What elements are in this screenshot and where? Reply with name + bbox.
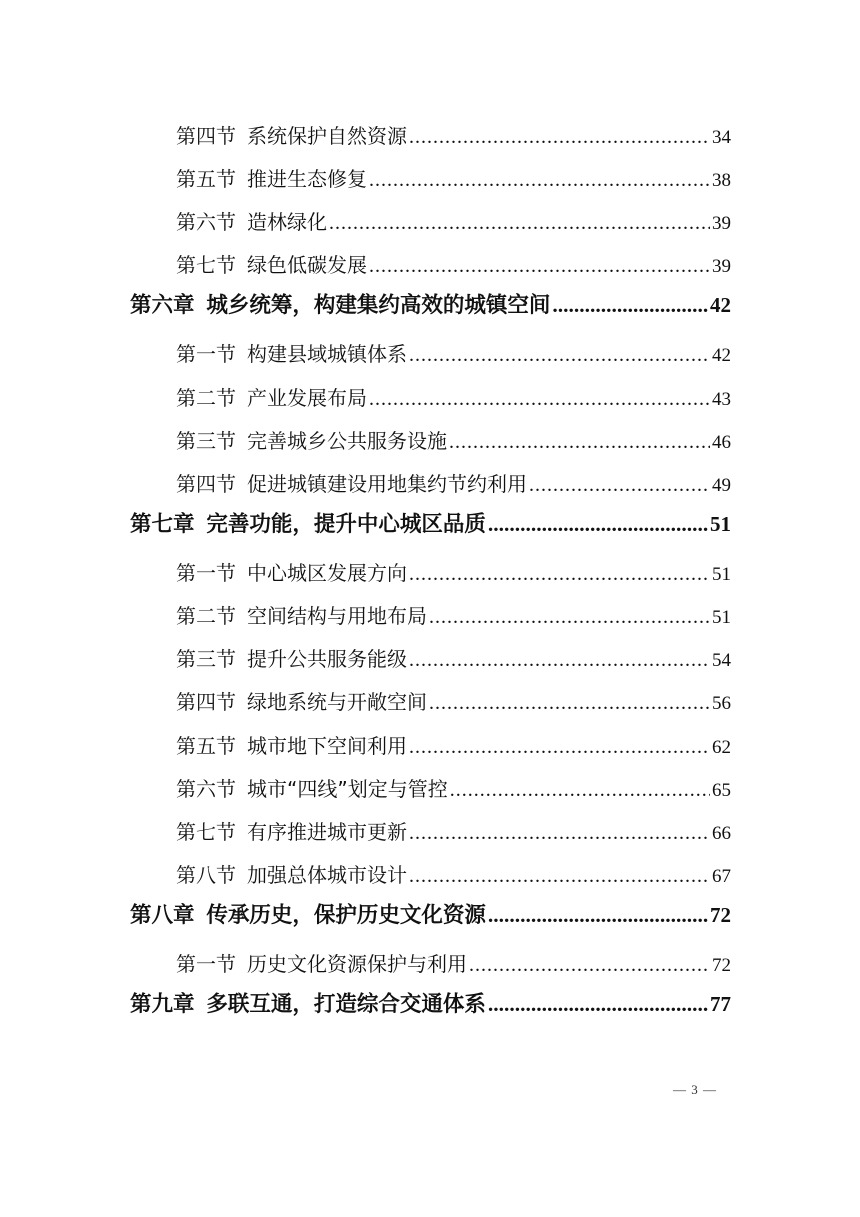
dot-leader (409, 822, 710, 845)
toc-entry-page: 72 (712, 955, 731, 976)
toc-entry-number: 第五节 (176, 167, 236, 191)
toc-entry-title: 完善城乡公共服务设施 (247, 429, 447, 453)
toc-entry-title: 城市地下空间利用 (247, 734, 407, 758)
toc-chapter[interactable] (130, 288, 731, 319)
toc-entry-title: 绿地系统与开敞空间 (247, 690, 427, 714)
dot-leader (429, 692, 710, 715)
toc-entry[interactable] (176, 120, 731, 149)
toc-chapter[interactable] (130, 987, 731, 1018)
toc-entry[interactable] (176, 686, 731, 715)
toc-entry[interactable] (176, 206, 731, 235)
toc-entry[interactable] (176, 859, 731, 888)
toc-chapter-page: 77 (710, 992, 731, 1016)
dot-leader (449, 431, 710, 454)
toc-entry[interactable] (176, 600, 731, 629)
toc-entry-page: 49 (712, 475, 731, 496)
toc-chapter-title: 完善功能，提升中心城区品质 (206, 512, 486, 537)
dot-leader (369, 388, 710, 411)
dot-leader (409, 865, 710, 888)
toc-entry-title: 历史文化资源保护与利用 (247, 952, 467, 976)
toc-entry-number: 第二节 (176, 604, 236, 628)
toc-entry-page: 42 (712, 345, 731, 366)
dot-leader (329, 212, 710, 235)
toc-entry-number: 第四节 (176, 690, 236, 714)
toc-entry[interactable] (176, 425, 731, 454)
dot-leader (369, 255, 710, 278)
toc-chapter-page: 51 (710, 512, 731, 536)
toc-entry-number: 第四节 (176, 124, 236, 148)
toc-entry-page: 54 (712, 650, 731, 671)
toc-entry[interactable] (176, 557, 731, 586)
toc-entry-title: 产业发展布局 (247, 386, 367, 410)
toc-entry[interactable] (176, 643, 731, 672)
dot-leader (469, 954, 710, 977)
toc-chapter-number: 第八章 (130, 903, 195, 928)
dot-leader (409, 649, 710, 672)
toc-entry-title: 促进城镇建设用地集约节约利用 (247, 472, 527, 496)
toc-entry-page: 62 (712, 737, 731, 758)
toc-entry-number: 第五节 (176, 734, 236, 758)
toc-entry-number: 第七节 (176, 820, 236, 844)
toc-entry-page: 39 (712, 256, 731, 277)
toc-chapter-title: 多联互通，打造综合交通体系 (206, 992, 486, 1017)
toc-entry-page: 34 (712, 127, 731, 148)
toc-entry-number: 第三节 (176, 429, 236, 453)
toc-entry-title: 中心城区发展方向 (247, 561, 407, 585)
toc-entry-title: 推进生态修复 (247, 167, 367, 191)
toc-entry-number: 第一节 (176, 342, 236, 366)
dot-leader (409, 563, 710, 586)
toc-entry-title: 城市“四线”划定与管控 (247, 777, 448, 801)
toc-entry-number: 第八节 (176, 863, 236, 887)
toc-entry-title: 系统保护自然资源 (247, 124, 407, 148)
toc-entry-page: 46 (712, 432, 731, 453)
toc-entry-title: 加强总体城市设计 (247, 863, 407, 887)
toc-entry-title: 绿色低碳发展 (247, 253, 367, 277)
toc-entry-title: 空间结构与用地布局 (247, 604, 427, 628)
toc-entry-number: 第七节 (176, 253, 236, 277)
toc-entry-page: 51 (712, 607, 731, 628)
toc-entry-page: 66 (712, 823, 731, 844)
toc-entry-title: 构建县域城镇体系 (247, 342, 407, 366)
toc-entry-page: 67 (712, 866, 731, 887)
dot-leader (409, 126, 710, 149)
toc-entry[interactable] (176, 249, 731, 278)
toc-chapter-number: 第六章 (130, 293, 195, 318)
toc-entry-number: 第三节 (176, 647, 236, 671)
dot-leader (450, 779, 710, 802)
toc-entry-number: 第六节 (176, 210, 236, 234)
page-number: — 3 — (673, 1082, 717, 1097)
toc-entry-number: 第二节 (176, 386, 236, 410)
toc-chapter-page: 42 (710, 293, 731, 317)
dot-leader (429, 606, 710, 629)
toc-entry[interactable] (176, 163, 731, 192)
toc-entry[interactable] (176, 948, 731, 977)
toc-entry-title: 造林绿化 (247, 210, 327, 234)
toc-entry-page: 43 (712, 389, 731, 410)
dot-leader (488, 992, 708, 1017)
toc-entry-title: 提升公共服务能级 (247, 647, 407, 671)
toc-entry-number: 第六节 (176, 777, 236, 801)
toc-entry-title: 有序推进城市更新 (247, 820, 407, 844)
toc-entry-page: 38 (712, 170, 731, 191)
dot-leader (409, 736, 710, 759)
toc-chapter-number: 第九章 (130, 992, 195, 1017)
toc-chapter-title: 城乡统筹，构建集约高效的城镇空间 (206, 293, 551, 318)
dot-leader (488, 512, 708, 537)
dot-leader (409, 344, 710, 367)
toc-chapter[interactable] (130, 898, 731, 929)
toc-chapter-title: 传承历史，保护历史文化资源 (206, 903, 486, 928)
toc-entry-page: 39 (712, 213, 731, 234)
dot-leader (529, 474, 710, 497)
toc-chapter-number: 第七章 (130, 512, 195, 537)
toc-entry[interactable] (176, 382, 731, 411)
toc-entry-page: 51 (712, 564, 731, 585)
toc-entry[interactable] (176, 773, 731, 802)
toc-chapter-page: 72 (710, 903, 731, 927)
toc-entry[interactable] (176, 816, 731, 845)
dot-leader (552, 293, 708, 318)
toc-entry-number: 第四节 (176, 472, 236, 496)
dot-leader (369, 169, 710, 192)
toc-entry[interactable] (176, 468, 731, 497)
toc-chapter[interactable] (130, 507, 731, 538)
toc-entry[interactable] (176, 338, 731, 367)
toc-entry-page: 56 (712, 693, 731, 714)
toc-entry-number: 第一节 (176, 952, 236, 976)
toc-entry[interactable] (176, 730, 731, 759)
toc-entry-number: 第一节 (176, 561, 236, 585)
dot-leader (488, 903, 708, 928)
toc-entry-page: 65 (712, 780, 731, 801)
